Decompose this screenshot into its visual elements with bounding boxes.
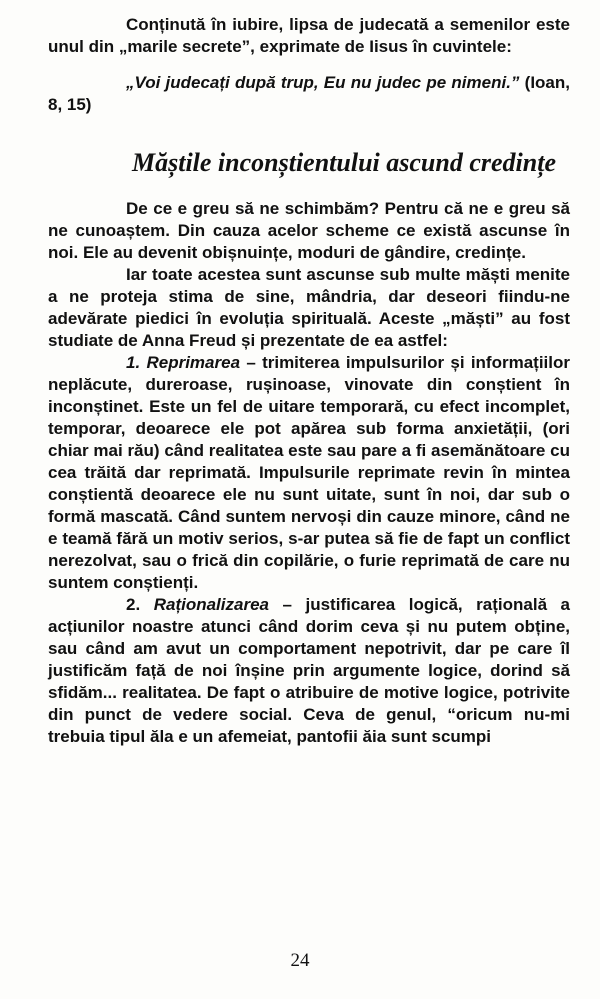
item-number: 2. xyxy=(126,595,154,614)
item-term: 1. Reprimarea xyxy=(126,353,241,372)
body-paragraph: Iar toate acestea sunt ascunse sub multe măști menite a ne proteja stima de sine, mândria, dar deseori fiindu-ne adevărate piedici în evoluția spirituală. Aceste „măști” au fost studiate de Anna Freud și prezentate de ea astfel: xyxy=(48,265,570,350)
body-paragraph: De ce e greu să ne schimbăm? Pentru că ne e greu să ne cunoaștem. Din cauza acelor scheme ce există ascunse în noi. Ele au devenit obișnuințe, moduri de gândire, credințe. xyxy=(48,199,570,262)
quote-citation: (Ioan, 8, 15) xyxy=(48,73,570,114)
item-text: – trimiterea impulsurilor și informațiilor neplăcute, dureroase, rușinoase, vinovate din conștient în inconștinet. Este un fel de uitare temporară, cu efect incomplet, temporar, deoarece ele pot apărea sub forma anxietății, (ori chiar mai rău) când realitatea este sau pare a fi asemănătoare cu cea trăită dar reprimată. Impulsurile reprimate revin în mintea conștientă deoarece ele nu sunt uitate, sunt în noi, dar sub o formă mascată. Când suntem nervoși din cauze minore, când ne e teamă fără un motiv serios, s-ar putea să fie de fapt un conflict nerezolvat, sau o frică din copilărie, o furie reprimată de care nu suntem conștienți. xyxy=(48,353,570,592)
item-text: – justificarea logică, rațională a acțiunilor noastre atunci când dorim ceva și nu putem obține, sau când am avut un comportament nepotrivit, dar pe care îl justificăm față de noi înșine prin argumente logice, dorind să sfidăm... realitatea. De fapt o atribuire de motive logice, potrivite din punct de vedere social. Ceva de genul, “oricum nu-mi trebuia tipul ăla e un afemeiat, pantofii ăia sunt scumpi xyxy=(48,595,570,746)
section-heading: Măștile inconștientului ascund credințe xyxy=(131,148,556,177)
list-item-repression xyxy=(48,352,570,594)
quote-text: „Voi judecați după trup, Eu nu judec pe nimeni.” xyxy=(126,73,520,92)
intro-paragraph: Conținută în iubire, lipsa de judecată a semenilor este unul din „marile secrete”, exprimate de Iisus în cuvintele: xyxy=(48,15,570,56)
page-number: 24 xyxy=(290,950,310,971)
list-item-rationalization xyxy=(48,594,570,748)
item-term: Raționalizarea xyxy=(153,595,269,614)
bible-quote xyxy=(48,72,570,116)
